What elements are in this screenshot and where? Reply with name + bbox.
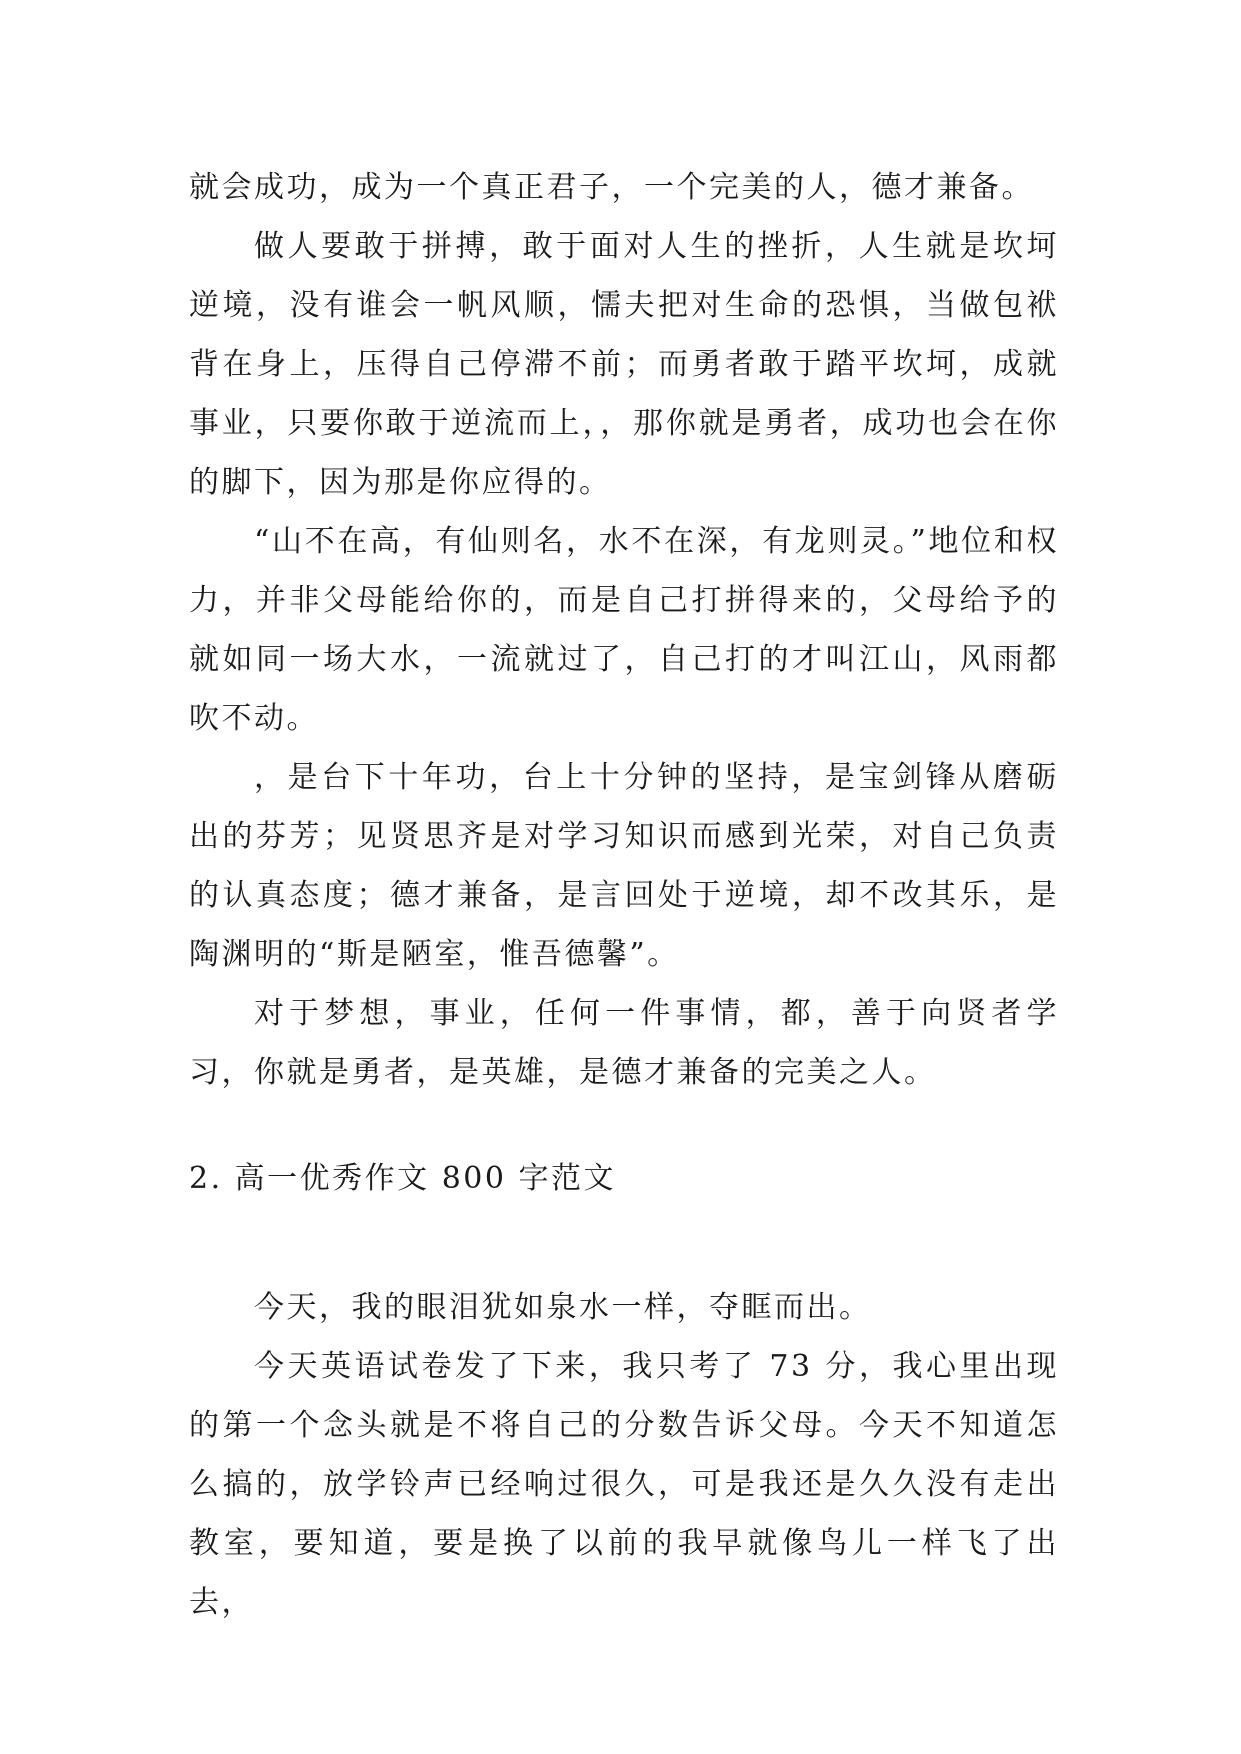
paragraph: 做人要敢于拼搏，敢于面对人生的挫折，人生就是坎坷逆境，没有谁会一帆风顺，懦夫把对生命的恐惧，当做包袱背在身上，压得自己停滞不前；而勇者敢于踏平坎坷，成就事业，只要你敢于逆流而上，，那你就是勇者，成功也会在你的脚下，因为那是你应得的。 bbox=[189, 229, 1059, 500]
essay-section-1 bbox=[189, 158, 1059, 1102]
paragraph: 今天，我的眼泪犹如泉水一样，夺眶而出。 bbox=[254, 1290, 872, 1325]
paragraph: 对于梦想，事业，任何一件事情，都，善于向贤者学习，你就是勇者，是英雄，是德才兼备的完美之人。 bbox=[189, 996, 1059, 1090]
paragraph: ，是台下十年功，台上十分钟的坚持，是宝剑锋从磨砺出的芬芳；见贤思齐是对学习知识而感到光荣，对自己负责的认真态度；德才兼备，是言回处于逆境，却不改其乐，是陶渊明的“斯是陋室，惟吾德馨”。 bbox=[189, 760, 1059, 972]
paragraph: 就会成功，成为一个真正君子，一个完美的人，德才兼备。 bbox=[189, 170, 1034, 205]
paragraph: 今天英语试卷发了下来，我只考了 73 分，我心里出现的第一个念头就是不将自己的分数告诉父母。今天不知道怎么搞的，放学铃声已经响过很久，可是我还是久久没有走出教室，要知道，要是换了以前的我早就像鸟儿一样飞了出去， bbox=[189, 1349, 1059, 1620]
essay-section-2 bbox=[189, 1278, 1059, 1632]
essay-section-2-heading bbox=[189, 1149, 1059, 1208]
section-heading: 2. 高一优秀作文 800 字范文 bbox=[189, 1161, 616, 1196]
paragraph: “山不在高，有仙则名，水不在深，有龙则灵。”地位和权力，并非父母能给你的，而是自己打拼得来的，父母给予的就如同一场大水，一流就过了，自己打的才叫江山，风雨都吹不动。 bbox=[189, 524, 1059, 736]
